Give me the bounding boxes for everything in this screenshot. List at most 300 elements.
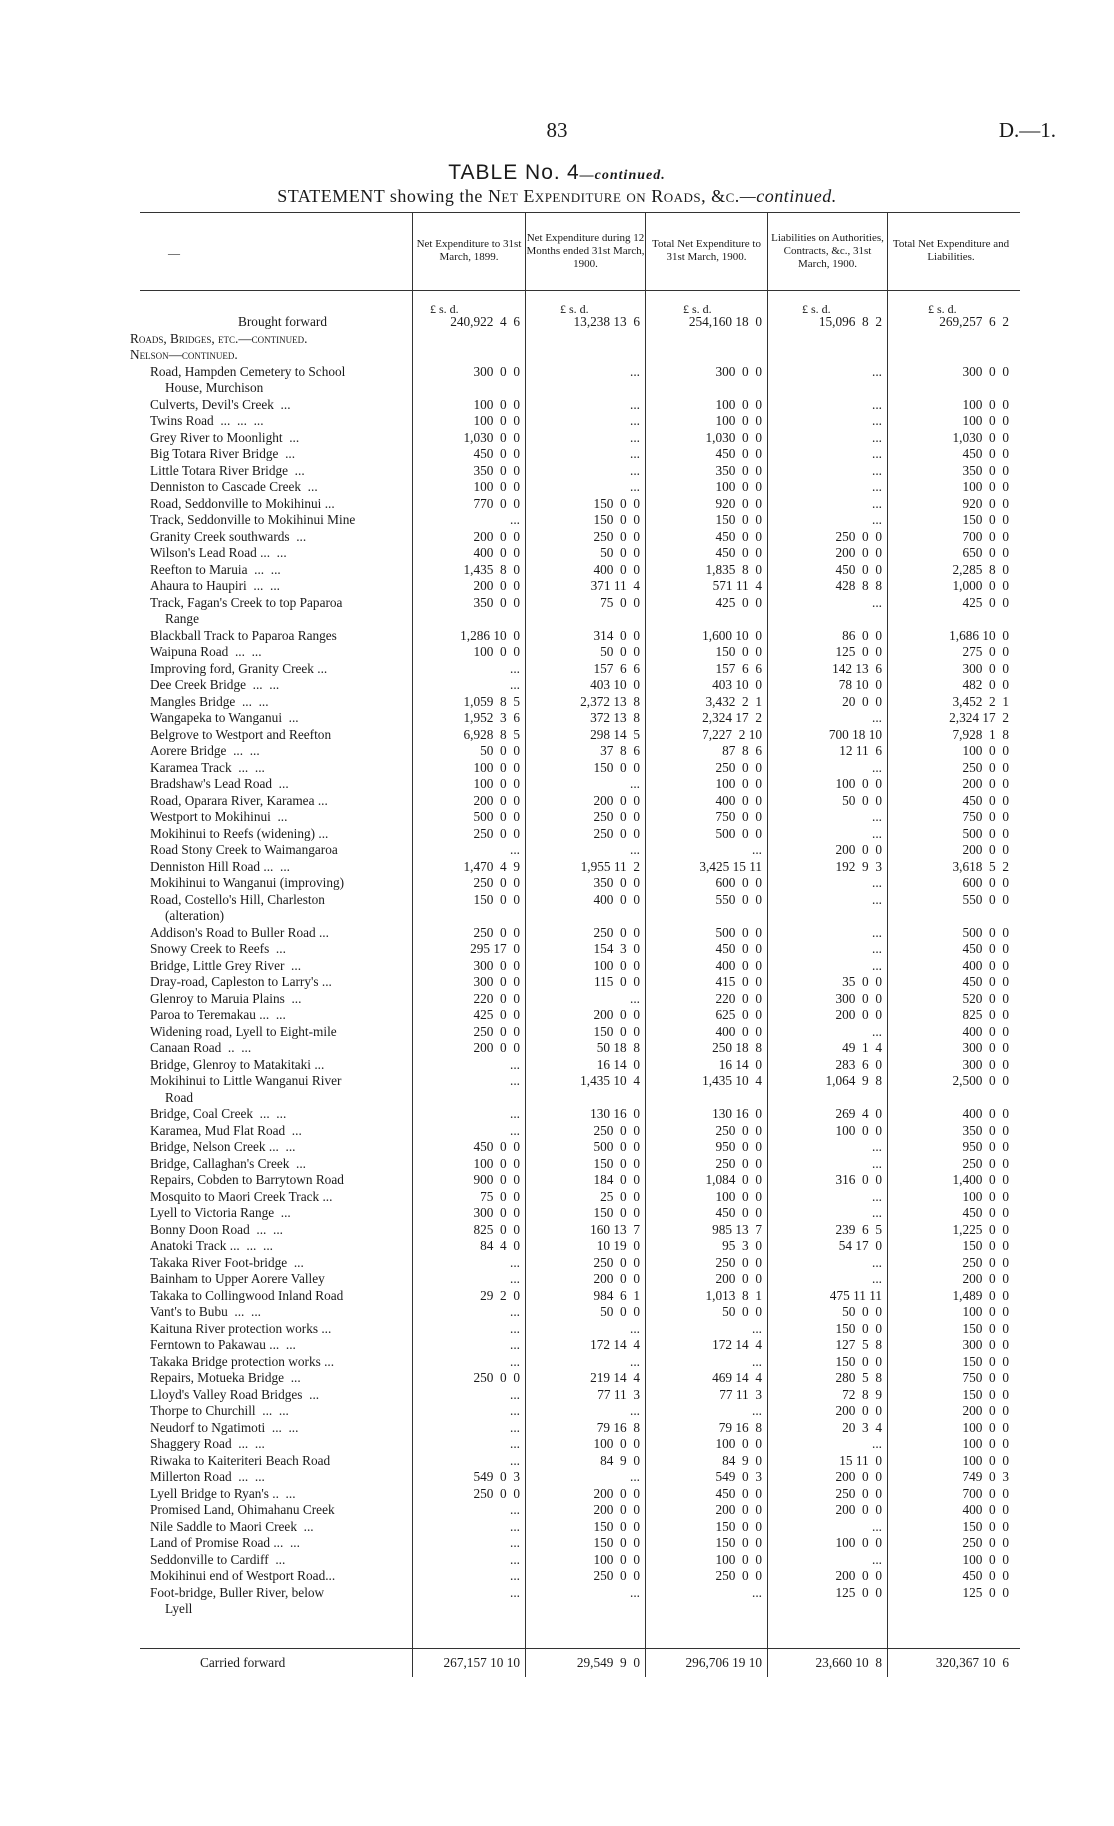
cell: 50 18 8	[596, 1040, 640, 1055]
cell: 650 0 0	[962, 545, 1009, 560]
cell: ...	[630, 479, 640, 494]
cell: 150 0 0	[715, 1535, 762, 1550]
cell: ...	[510, 1320, 520, 1336]
cell: 1,952 3 6	[463, 710, 520, 725]
cell: 950 0 0	[715, 1139, 762, 1154]
section-roads: Roads, Bridges, etc.—continued.	[130, 330, 308, 346]
cell: ...	[872, 809, 882, 824]
cell: 130 16 0	[590, 1106, 640, 1121]
table-row	[0, 1469, 1114, 1486]
cell: ...	[510, 1584, 520, 1600]
cell: 100 0 0	[715, 776, 762, 791]
cell: 157 6 6	[593, 660, 640, 676]
table-row	[0, 479, 1114, 496]
cell: 1,435 8 0	[463, 561, 520, 577]
brought-forward-label: Brought forward	[238, 314, 327, 329]
cell: 150 0 0	[593, 759, 640, 775]
cell: 79 16 8	[718, 1419, 762, 1435]
row-description: Dray-road, Capleston to Larry's ...	[150, 974, 332, 989]
data-rows	[0, 364, 1114, 1618]
cell: ...	[872, 429, 882, 445]
cell: 150 0 0	[593, 1205, 640, 1220]
cell: ...	[630, 396, 640, 412]
cell: 700 0 0	[962, 528, 1009, 544]
row-description: Widening road, Lyell to Eight-mile	[150, 1023, 337, 1039]
row-description: Road Stony Creek to Waimangaroa	[150, 842, 338, 857]
cell: 100 0 0	[715, 396, 762, 412]
cell: 320,367 10 6	[935, 1655, 1009, 1670]
cell: ...	[872, 512, 882, 527]
cell: 100 0 0	[715, 1188, 762, 1204]
row-description: Mokihinui to Reefs (widening) ...	[150, 825, 329, 841]
cell: 450 0 0	[835, 561, 882, 577]
row-description: Track, Seddonville to Mokihinui Mine	[150, 512, 356, 527]
cell: 100 0 0	[473, 396, 520, 412]
cell: ...	[510, 1403, 520, 1418]
row-description: Waipuna Road ... ...	[150, 644, 262, 659]
cell: 425 0 0	[715, 594, 762, 610]
cell: 450 0 0	[715, 545, 762, 560]
table-row	[0, 1552, 1114, 1569]
cell: 50 0 0	[480, 743, 520, 758]
cell: 250 0 0	[715, 759, 762, 775]
row-description: Takaka to Collingwood Inland Road	[150, 1287, 344, 1303]
column-header-5: Total Net Expenditure and Liabilities.	[892, 238, 1010, 263]
table-row	[0, 1172, 1114, 1189]
row-description: Bonny Doon Road ... ...	[150, 1221, 283, 1237]
row-description: Wilson's Lead Road ... ...	[150, 545, 287, 560]
cell: ...	[872, 1139, 882, 1154]
cell: 115 0 0	[593, 974, 640, 989]
cell: 157 6 6	[715, 660, 762, 676]
cell: 269,257 6 2	[939, 314, 1009, 329]
cell: 100 0 0	[962, 1551, 1009, 1567]
table-row	[0, 826, 1114, 843]
cell: 35 0 0	[842, 974, 882, 989]
cell: 250 0 0	[962, 759, 1009, 775]
cell: 100 0 0	[593, 1436, 640, 1451]
table-row	[0, 380, 1114, 397]
cell: 100 0 0	[473, 413, 520, 428]
table-row	[0, 578, 1114, 595]
cell: 770 0 0	[473, 495, 520, 511]
table-row	[0, 793, 1114, 810]
table-row	[0, 1354, 1114, 1371]
cell: 250 0 0	[715, 1568, 762, 1583]
row-description: Mosquito to Maori Creek Track ...	[150, 1188, 333, 1204]
cell: ...	[752, 1584, 762, 1600]
cell: ...	[872, 1205, 882, 1220]
cell: 79 16 8	[596, 1419, 640, 1435]
cell: 400 0 0	[962, 957, 1009, 973]
cell: 15,096 8 2	[818, 314, 882, 329]
cell: ...	[752, 1353, 762, 1369]
cell: 172 14 4	[590, 1337, 640, 1352]
row-description: Road	[165, 1089, 194, 1105]
cell: 49 1 4	[842, 1040, 882, 1055]
cell: 50 0 0	[722, 1304, 762, 1319]
cell: 350 0 0	[715, 462, 762, 478]
unit-header-2: £ s. d.	[560, 302, 589, 316]
table-row	[0, 1156, 1114, 1173]
cell: 20 0 0	[842, 693, 882, 709]
row-description: Ahaura to Haupiri ... ...	[150, 578, 280, 593]
row-description: Lyell to Victoria Range ...	[150, 1205, 291, 1220]
cell: 200 0 0	[715, 1502, 762, 1517]
cell: 300 0 0	[835, 990, 882, 1006]
cell: ...	[872, 759, 882, 775]
row-description: Repairs, Cobden to Barrytown Road	[150, 1172, 344, 1187]
table-row	[0, 941, 1114, 958]
row-description: Seddonville to Cardiff ...	[150, 1551, 286, 1567]
row-description: Kaituna River protection works ...	[150, 1320, 332, 1336]
cell: 296,706 19 10	[685, 1655, 762, 1670]
row-description: Bridge, Coal Creek ... ...	[150, 1106, 287, 1121]
row-description: Twins Road ... ... ...	[150, 413, 264, 428]
cell: 300 0 0	[473, 974, 520, 989]
cell: 6,928 8 5	[463, 726, 520, 742]
cell: 300 0 0	[473, 363, 520, 379]
cell: ...	[510, 1551, 520, 1567]
cell: 1,600 10 0	[702, 627, 762, 643]
cell: ...	[630, 446, 640, 461]
row-description: Bridge, Little Grey River ...	[150, 957, 302, 973]
cell: 500 0 0	[962, 924, 1009, 940]
cell: ...	[510, 1304, 520, 1319]
section-heading	[0, 347, 1114, 364]
cell: 100 0 0	[593, 1551, 640, 1567]
unit-header-4: £ s. d.	[802, 302, 831, 316]
cell: 250 0 0	[835, 1485, 882, 1501]
cell: 300 0 0	[962, 1337, 1009, 1352]
cell: 16 14 0	[718, 1056, 762, 1072]
table-row	[0, 413, 1114, 430]
unit-header-3: £ s. d.	[683, 302, 712, 316]
cell: 300 0 0	[962, 1056, 1009, 1072]
cell: 1,955 11 2	[580, 858, 640, 874]
cell: 550 0 0	[715, 891, 762, 907]
cell: 1,059 8 5	[463, 693, 520, 709]
cell: 95 3 0	[722, 1238, 762, 1253]
row-description: Dee Creek Bridge ... ...	[150, 677, 280, 692]
cell: 84 4 0	[480, 1238, 520, 1253]
cell: 3,432 2 1	[705, 693, 762, 709]
table-title-continued: —continued.	[579, 168, 666, 183]
cell: 350 0 0	[593, 875, 640, 890]
cell: 20 3 4	[842, 1419, 882, 1435]
cell: ...	[510, 842, 520, 857]
row-description: Road, Costello's Hill, Charleston	[150, 891, 325, 907]
cell: 250 0 0	[835, 528, 882, 544]
table-row	[0, 875, 1114, 892]
cell: 78 10 0	[838, 677, 882, 692]
cell: 50 0 0	[842, 1304, 882, 1319]
cell: 200 0 0	[473, 792, 520, 808]
cell: 125 0 0	[835, 1584, 882, 1600]
table-row	[0, 842, 1114, 859]
cell: ...	[510, 1502, 520, 1517]
cell: 7,227 2 10	[702, 726, 762, 742]
cell: 300 0 0	[962, 660, 1009, 676]
cell: ...	[630, 1320, 640, 1336]
cell: ...	[752, 1403, 762, 1418]
table-row	[0, 1436, 1114, 1453]
cell: 200 0 0	[835, 1568, 882, 1583]
cell: 100 0 0	[962, 1419, 1009, 1435]
cell: 25 0 0	[600, 1188, 640, 1204]
cell: 2,500 0 0	[952, 1073, 1009, 1088]
row-description: Big Totara River Bridge ...	[150, 446, 296, 461]
cell: ...	[630, 413, 640, 428]
cell: 150 0 0	[593, 512, 640, 527]
cell: ...	[630, 1353, 640, 1369]
cell: 1,400 0 0	[952, 1172, 1009, 1187]
cell: ...	[752, 1320, 762, 1336]
cell: 75 0 0	[480, 1188, 520, 1204]
cell: ...	[510, 677, 520, 692]
cell: 700 0 0	[962, 1485, 1009, 1501]
cell: 100 0 0	[835, 776, 882, 791]
table-row	[0, 1337, 1114, 1354]
cell: 154 3 0	[593, 941, 640, 956]
cell: 150 0 0	[835, 1320, 882, 1336]
row-description: Promised Land, Ohimahanu Creek	[150, 1502, 335, 1517]
cell: 150 0 0	[473, 891, 520, 907]
document-reference: D.—1.	[998, 118, 1056, 142]
row-description: Bridge, Nelson Creek ... ...	[150, 1139, 296, 1154]
cell: ...	[630, 462, 640, 478]
cell: 1,286 10 0	[460, 627, 520, 643]
cell: 13,238 13 6	[573, 314, 640, 329]
row-description: Aorere Bridge ... ...	[150, 743, 260, 758]
cell: 150 0 0	[715, 1518, 762, 1534]
cell: 100 0 0	[473, 759, 520, 775]
table-row	[0, 1321, 1114, 1338]
cell: 150 0 0	[593, 1518, 640, 1534]
cell: 300 0 0	[962, 363, 1009, 379]
row-description: Road, Oparara River, Karamea ...	[150, 792, 328, 808]
cell: ...	[510, 1073, 520, 1088]
cell: 150 0 0	[593, 1023, 640, 1039]
row-description: Mokihinui end of Westport Road...	[150, 1568, 336, 1583]
cell: 450 0 0	[962, 446, 1009, 461]
cell: 900 0 0	[473, 1172, 520, 1187]
table-row	[0, 430, 1114, 447]
cell: 749 0 3	[962, 1469, 1009, 1484]
table-row	[0, 595, 1114, 612]
cell: 75 0 0	[600, 594, 640, 610]
cell: 150 0 0	[593, 495, 640, 511]
cell: 200 0 0	[962, 776, 1009, 791]
cell: 450 0 0	[715, 1485, 762, 1501]
row-description: Grey River to Moonlight ...	[150, 429, 300, 445]
cell: 450 0 0	[473, 446, 520, 461]
cell: 160 13 7	[590, 1221, 640, 1237]
description-column-header: —	[168, 246, 180, 260]
cell: 23,660 10 8	[815, 1655, 882, 1670]
row-description: Improving ford, Granity Creek ...	[150, 660, 328, 676]
row-description: Foot-bridge, Buller River, below	[150, 1584, 325, 1600]
cell: 100 0 0	[835, 1535, 882, 1550]
cell: 400 0 0	[593, 561, 640, 577]
table-row	[0, 727, 1114, 744]
cell: 450 0 0	[962, 792, 1009, 808]
table-row	[0, 1370, 1114, 1387]
cell: 100 0 0	[473, 1155, 520, 1171]
cell: 250 0 0	[715, 1122, 762, 1138]
cell: 571 11 4	[712, 578, 762, 593]
row-description: House, Murchison	[165, 380, 264, 395]
cell: 600 0 0	[962, 875, 1009, 890]
cell: 100 0 0	[473, 776, 520, 791]
cell: ...	[872, 396, 882, 412]
cell: 12 11 6	[839, 743, 882, 758]
cell: 240,922 4 6	[450, 314, 520, 329]
row-description: Lloyd's Valley Road Bridges ...	[150, 1386, 320, 1402]
cell: 295 17 0	[470, 941, 520, 956]
table-row	[0, 364, 1114, 381]
cell: 300 0 0	[715, 363, 762, 379]
cell: ...	[630, 363, 640, 379]
row-description: Bainham to Upper Aorere Valley	[150, 1271, 325, 1286]
cell: 984 6 1	[593, 1287, 640, 1303]
cell: 219 14 4	[590, 1370, 640, 1385]
table-row	[0, 710, 1114, 727]
cell: 300 0 0	[962, 1040, 1009, 1055]
cell: 482 0 0	[962, 677, 1009, 692]
cell: ...	[872, 957, 882, 973]
cell: 250 0 0	[593, 528, 640, 544]
cell: 316 0 0	[835, 1172, 882, 1187]
cell: 450 0 0	[715, 1205, 762, 1220]
cell: 150 0 0	[962, 1353, 1009, 1369]
cell: 100 0 0	[715, 1551, 762, 1567]
cell: 50 0 0	[842, 792, 882, 808]
cell: 250 0 0	[593, 924, 640, 940]
cell: 77 11 3	[597, 1386, 640, 1402]
row-description: Takaka River Foot-bridge ...	[150, 1254, 304, 1270]
cell: 450 0 0	[473, 1139, 520, 1154]
table-row	[0, 974, 1114, 991]
cell: ...	[510, 1271, 520, 1286]
table-row	[0, 1486, 1114, 1503]
cell: 1,470 4 9	[463, 858, 520, 874]
cell: 400 0 0	[473, 545, 520, 560]
cell: 1,435 10 4	[702, 1073, 762, 1088]
table-row	[0, 1073, 1114, 1090]
cell: 2,285 8 0	[952, 561, 1009, 577]
row-description: Wangapeka to Wanganui ...	[150, 710, 299, 725]
cell: ...	[510, 1106, 520, 1121]
cell: 142 13 6	[832, 660, 882, 676]
cell: 450 0 0	[962, 1205, 1009, 1220]
cell: 250 0 0	[473, 1370, 520, 1385]
cell: 500 0 0	[715, 825, 762, 841]
row-description: Track, Fagan's Creek to top Paparoa	[150, 594, 343, 610]
page-number: 83	[546, 118, 568, 142]
cell: 54 17 0	[838, 1238, 882, 1253]
row-description: Anatoki Track ... ... ...	[150, 1238, 273, 1253]
cell: 86 0 0	[842, 627, 882, 643]
cell: 200 0 0	[715, 1271, 762, 1286]
table-row	[0, 1238, 1114, 1255]
cell: 150 0 0	[715, 512, 762, 527]
carried-rule	[140, 1648, 1020, 1649]
cell: 150 0 0	[962, 1386, 1009, 1402]
cell: 200 0 0	[593, 1502, 640, 1517]
cell: 500 0 0	[473, 809, 520, 824]
cell: 200 0 0	[473, 578, 520, 593]
cell: 350 0 0	[473, 594, 520, 610]
cell: 127 5 8	[835, 1337, 882, 1352]
cell: ...	[510, 1452, 520, 1468]
cell: ...	[510, 1535, 520, 1550]
row-description: Repairs, Motueka Bridge ...	[150, 1370, 301, 1385]
cell: ...	[510, 1419, 520, 1435]
table-row	[0, 859, 1114, 876]
cell: 100 0 0	[962, 1436, 1009, 1451]
column-header-3: Total Net Expenditure to 31st March, 1900.	[652, 238, 761, 263]
cell: ...	[630, 1584, 640, 1600]
row-description: Vant's to Bubu ... ...	[150, 1304, 261, 1319]
cell: 1,013 8 1	[705, 1287, 762, 1303]
cell: ...	[510, 1518, 520, 1534]
cell: 250 0 0	[593, 809, 640, 824]
table-row	[0, 908, 1114, 925]
cell: 600 0 0	[715, 875, 762, 890]
cell: 400 0 0	[962, 1106, 1009, 1121]
cell: 450 0 0	[962, 941, 1009, 956]
table-row	[0, 1519, 1114, 1536]
table-row	[0, 1304, 1114, 1321]
cell: 100 0 0	[962, 743, 1009, 758]
cell: 200 0 0	[962, 1403, 1009, 1418]
cell: 2,324 17 2	[702, 710, 762, 725]
cell: 415 0 0	[715, 974, 762, 989]
table-row	[0, 529, 1114, 546]
table-row	[0, 1502, 1114, 1519]
table-row	[0, 1601, 1114, 1618]
cell: 469 14 4	[712, 1370, 762, 1385]
cell: 150 0 0	[715, 644, 762, 659]
cell: 250 0 0	[962, 1254, 1009, 1270]
row-description: Range	[165, 611, 199, 626]
cell: 283 6 0	[835, 1056, 882, 1072]
table-row	[0, 1387, 1114, 1404]
cell: 400 0 0	[715, 957, 762, 973]
table-row	[0, 463, 1114, 480]
cell: 200 0 0	[835, 1502, 882, 1517]
cell: 10 19 0	[596, 1238, 640, 1253]
table-row	[0, 1189, 1114, 1206]
cell: 250 0 0	[593, 1568, 640, 1583]
cell: 920 0 0	[962, 495, 1009, 511]
cell: 200 0 0	[835, 1469, 882, 1484]
cell: 2,372 13 8	[580, 693, 640, 709]
cell: 985 13 7	[712, 1221, 762, 1237]
cell: 350 0 0	[473, 462, 520, 478]
cell: 200 0 0	[962, 842, 1009, 857]
cell: ...	[872, 710, 882, 725]
table-row	[0, 809, 1114, 826]
cell: 400 0 0	[593, 891, 640, 907]
cell: ...	[630, 1403, 640, 1418]
cell: 250 0 0	[962, 1155, 1009, 1171]
unit-header-1: £ s. d.	[430, 302, 459, 316]
cell: 200 0 0	[593, 792, 640, 808]
cell: 1,000 0 0	[952, 578, 1009, 593]
table-row	[0, 760, 1114, 777]
